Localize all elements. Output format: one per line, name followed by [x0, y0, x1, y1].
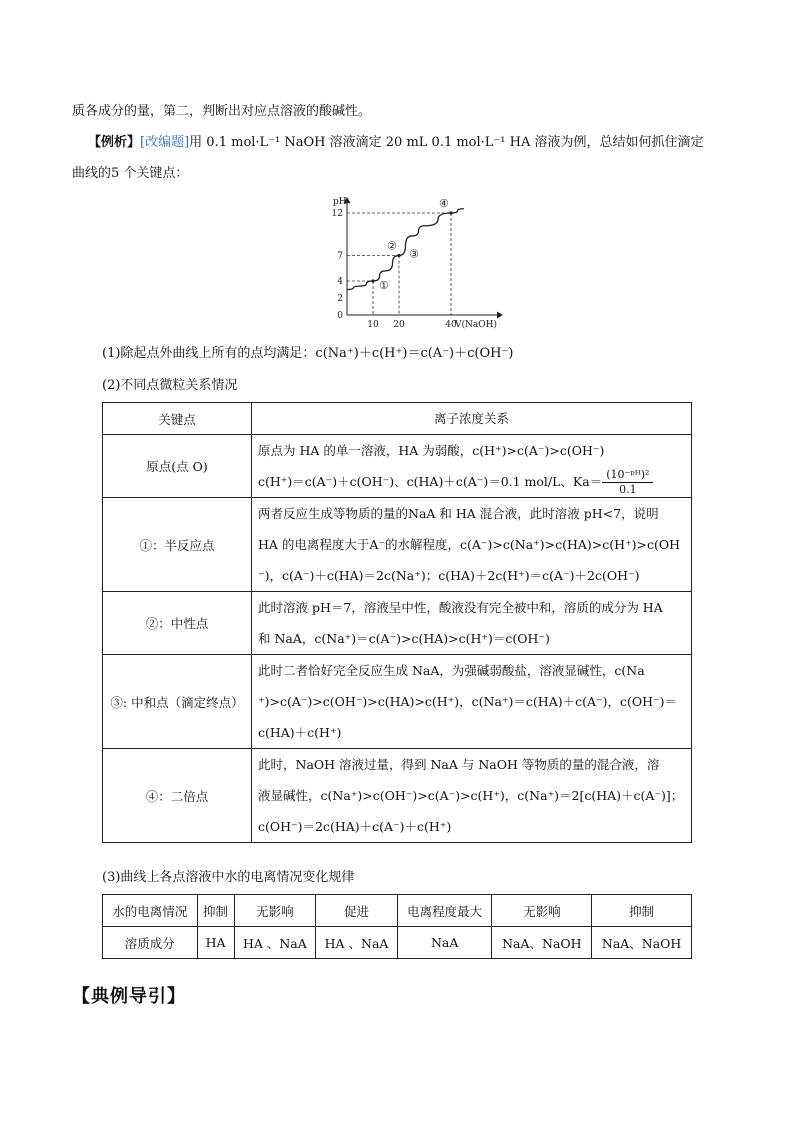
relation-line: [258, 466, 685, 497]
relation-text: ⁻)，c(A⁻)＋c(HA)＝2c(Na⁺)；c(HA)＋2c(H⁺)＝c(A⁻)＋2c(OH⁻): [258, 568, 640, 583]
table-cell: 电离程度最大: [397, 895, 492, 927]
table-cell: NaA、NaOH: [592, 927, 692, 959]
section-3: (3)曲线上各点溶液中水的电离情况变化规律: [102, 870, 355, 885]
relation-text: c(HA)＋c(H⁺): [258, 725, 342, 740]
fraction-numerator: (10⁻ᵖᴴ)²: [602, 468, 653, 483]
section-1: (1)除起点外曲线上所有的点均满足：c(Na⁺)＋c(H⁺)＝c(A⁻)＋c(OH⁻): [102, 346, 514, 361]
example-text-1: 用 0.1 mol·L⁻¹ NaOH 溶液滴定 20 mL 0.1 mol·L⁻¹ HA 溶液为例，总结如何抓住滴定: [189, 135, 704, 150]
key-point-label: ④: [439, 197, 449, 210]
relation-text: ⁺)>c(A⁻)>c(OH⁻)>c(HA)>c(H⁺)，c(Na⁺)＝c(HA)＋c(A⁻)，c(OH⁻)＝: [258, 694, 677, 709]
x-tick-label: 20: [393, 320, 405, 330]
relation-text: 原点为 HA 的单一溶液，HA 为弱酸，c(H⁺)>c(A⁻)>c(OH⁻): [258, 443, 605, 458]
relation-line: [258, 560, 685, 591]
section-heading: 【典例导引】: [72, 986, 186, 1007]
y-tick-label: 12: [331, 209, 343, 219]
x-tick-label: 10: [367, 320, 379, 330]
relation-line: [258, 749, 685, 780]
relation-cell: [252, 655, 692, 749]
example-line-1: [88, 133, 704, 153]
relation-text: 此时，NaOH 溶液过量，得到 NaA 与 NaOH 等物质的量的混合液，溶: [258, 757, 660, 772]
fraction-denominator: 0.1: [619, 483, 637, 496]
relation-line: [258, 623, 685, 654]
key-point-marker: [397, 254, 400, 257]
key-point-table: [102, 402, 692, 843]
table-cell: HA 、NaA: [316, 927, 398, 959]
relation-line: [258, 592, 685, 623]
y-tick-label: 2: [337, 294, 343, 304]
y-axis-label: pH: [333, 197, 347, 207]
relation-text: 和 NaA，c(Na⁺)＝c(A⁻)>c(HA)>c(H⁺)＝c(OH⁻): [258, 631, 550, 646]
table-cell: 无影响: [492, 895, 592, 927]
relation-cell: [252, 592, 692, 655]
relation-line: [258, 780, 685, 811]
table-row: [103, 895, 692, 927]
y-tick-label: 7: [337, 251, 343, 262]
relation-line: [258, 686, 685, 717]
table-header-cell: 关键点: [103, 403, 252, 435]
table-cell: 促进: [316, 895, 398, 927]
example-line-2: 曲线的5 个关键点：: [72, 166, 189, 181]
key-point-label: ②: [387, 239, 397, 253]
key-point-cell: ①：半反应点: [103, 498, 252, 592]
relation-line: [258, 529, 685, 560]
ka-fraction: [602, 468, 653, 497]
table-row: [103, 435, 692, 498]
table-cell: NaA、NaOH: [492, 927, 592, 959]
relation-text: 此时二者恰好完全反应生成 NaA，为强碱弱酸盐，溶液显碱性，c(Na: [258, 663, 645, 678]
example-label: 【例析】: [88, 135, 141, 150]
key-point-cell: ③: 中和点（滴定终点）: [103, 655, 252, 749]
relation-text: 两者反应生成等物质的量的NaA 和 HA 混合液，此时溶液 pH<7，说明: [258, 506, 659, 521]
table-cell: 抑制: [592, 895, 692, 927]
intro-line: 质各成分的量，第二，判断出对应点溶液的酸碱性。: [72, 104, 372, 119]
relation-line: [258, 435, 685, 466]
table-row: [103, 927, 692, 959]
table-cell: HA: [197, 927, 234, 959]
x-axis-label: V(NaOH): [455, 320, 497, 330]
relation-cell: [252, 435, 692, 498]
y-tick-label: 0: [337, 311, 343, 321]
table-cell: 溶质成分: [103, 927, 198, 959]
table-row: [103, 592, 692, 655]
relation-text: HA 的电离程度大于A⁻的水解程度，c(A⁻)>c(Na⁺)>c(HA)>c(H⁺)>c(OH: [258, 537, 681, 552]
relation-line: [258, 655, 685, 686]
table-cell: 水的电离情况: [103, 895, 198, 927]
table-cell: HA 、NaA: [234, 927, 316, 959]
relation-cell: [252, 498, 692, 592]
table-row: [103, 655, 692, 749]
relation-text: 此时溶液 pH＝7，溶液呈中性，酸液没有完全被中和，溶质的成分为 HA: [258, 600, 663, 615]
table-cell: 抑制: [197, 895, 234, 927]
x-tick-label: 40: [445, 320, 457, 330]
key-point-marker: [449, 211, 452, 214]
table-cell: 无影响: [234, 895, 316, 927]
table-row: [103, 498, 692, 592]
table-header-cell: 离子浓度关系: [252, 403, 692, 435]
key-point-label: ③: [409, 247, 419, 261]
section-2: (2)不同点微粒关系情况: [102, 378, 238, 393]
key-point-label: ①: [379, 279, 389, 292]
key-point-marker: [371, 279, 374, 282]
relation-cell: [252, 749, 692, 843]
key-point-cell: 原点(点 O): [103, 435, 252, 498]
relation-line: [258, 811, 685, 842]
relation-text: 液显碱性，c(Na⁺)>c(OH⁻)>c(A⁻)>c(H⁺)，c(Na⁺)＝2[c(HA)＋c(A⁻)]；: [258, 788, 684, 803]
water-ionization-table: [102, 894, 692, 959]
y-tick-label: 4: [337, 277, 343, 287]
example-tag: [改编题]: [140, 135, 190, 150]
x-axis-arrow: [497, 312, 502, 318]
table-row: [103, 749, 692, 843]
relation-text: c(H⁺)＝c(A⁻)＋c(OH⁻)、c(HA)＋c(A⁻)＝0.1 mol/L、Ka＝: [258, 474, 603, 489]
table-cell: NaA: [397, 927, 492, 959]
relation-text: c(OH⁻)＝2c(HA)＋c(A⁻)＋c(H⁺): [258, 819, 452, 834]
table-header-row: [103, 403, 692, 435]
relation-line: [258, 717, 685, 748]
titration-curve-line: [347, 209, 464, 290]
key-point-cell: ④：二倍点: [103, 749, 252, 843]
relation-line: [258, 498, 685, 529]
titration-curve-chart: [325, 195, 505, 335]
key-point-cell: ②：中性点: [103, 592, 252, 655]
